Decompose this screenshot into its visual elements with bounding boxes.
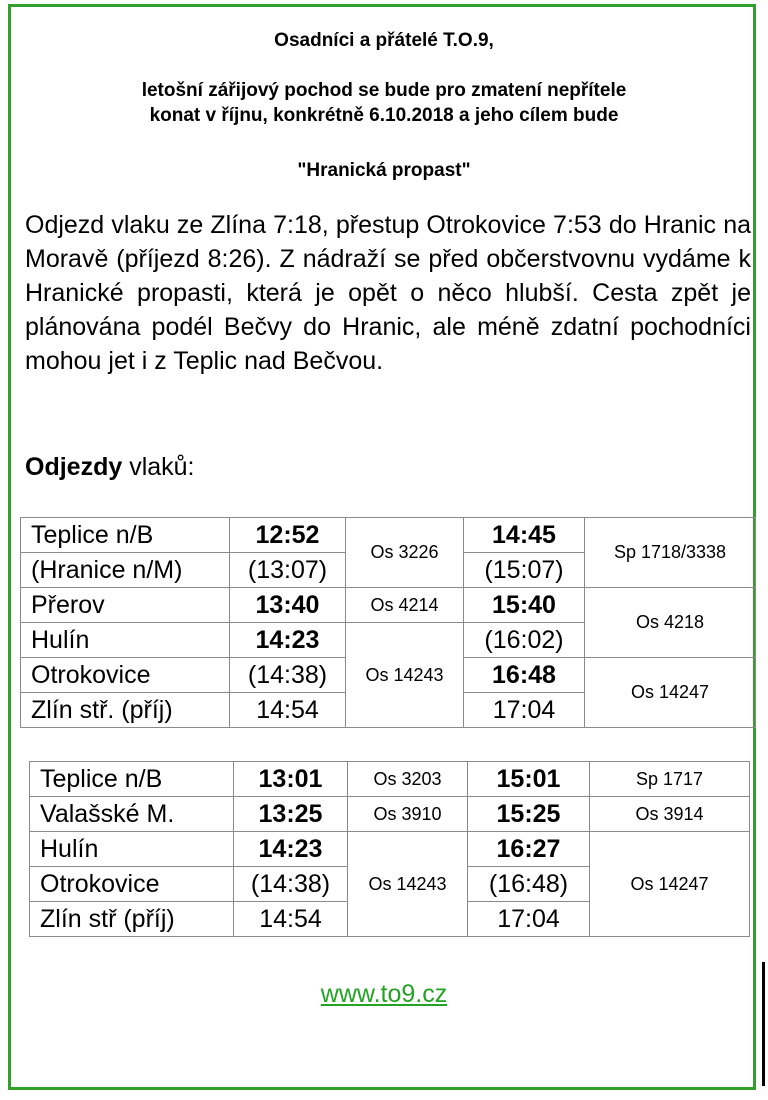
station-cell: (Hranice n/M) (21, 553, 230, 588)
train-cell: Sp 1718/3338 (585, 518, 756, 588)
time-cell: 15:40 (464, 588, 585, 623)
station-cell: Teplice n/B (30, 762, 234, 797)
time-cell: 16:27 (468, 832, 590, 867)
time-cell: 12:52 (230, 518, 346, 553)
station-cell: Hulín (30, 832, 234, 867)
greeting: Osadníci a přátelé T.O.9, (274, 30, 494, 51)
website-footer (10, 980, 758, 1009)
time-cell: 14:23 (230, 623, 346, 658)
departures-heading-bold: Odjezdy (25, 453, 123, 481)
time-cell: 15:25 (468, 797, 590, 832)
departures-heading-rest: vlaků: (122, 453, 195, 481)
station-cell: Zlín stř. (příj) (21, 693, 230, 728)
time-cell: 16:48 (464, 658, 585, 693)
time-cell: (16:48) (468, 867, 590, 902)
time-cell: 13:40 (230, 588, 346, 623)
time-cell: 14:45 (464, 518, 585, 553)
station-cell: Otrokovice (30, 867, 234, 902)
time-cell: 14:23 (234, 832, 348, 867)
time-cell: 17:04 (468, 902, 590, 937)
time-cell: (16:02) (464, 623, 585, 658)
train-cell: Os 14243 (346, 623, 464, 728)
station-cell: Valašské M. (30, 797, 234, 832)
time-cell: 13:01 (234, 762, 348, 797)
destination-title: "Hranická propast" (297, 160, 471, 181)
time-cell: 14:54 (234, 902, 348, 937)
time-cell: (13:07) (230, 553, 346, 588)
train-cell: Os 3914 (590, 797, 750, 832)
website-link[interactable]: www.to9.cz (320, 980, 448, 1008)
time-cell: (14:38) (234, 867, 348, 902)
intro-line-1: letošní zářijový pochod se bude pro zmatení nepřítele (141, 80, 627, 101)
time-cell: 17:04 (464, 693, 585, 728)
intro-text (10, 78, 758, 128)
table-row (30, 797, 750, 832)
station-cell: Otrokovice (21, 658, 230, 693)
train-cell: Os 4214 (346, 588, 464, 623)
timetable-2 (29, 761, 750, 937)
time-cell: (15:07) (464, 553, 585, 588)
table-row (21, 588, 756, 623)
train-cell: Os 3226 (346, 518, 464, 588)
table-row (30, 832, 750, 867)
edge-mark (762, 962, 765, 1086)
time-cell: 15:01 (468, 762, 590, 797)
departures-heading (25, 451, 195, 483)
time-cell: 14:54 (230, 693, 346, 728)
train-cell: Os 14243 (348, 832, 468, 937)
train-cell: Os 14247 (590, 832, 750, 937)
time-cell: 13:25 (234, 797, 348, 832)
station-cell: Zlín stř (příj) (30, 902, 234, 937)
table-row (30, 762, 750, 797)
train-cell: Os 3910 (348, 797, 468, 832)
station-cell: Přerov (21, 588, 230, 623)
timetable-1 (20, 517, 756, 728)
station-cell: Teplice n/B (21, 518, 230, 553)
station-cell: Hulín (21, 623, 230, 658)
trip-description: Odjezd vlaku ze Zlína 7:18, přestup Otrokovice 7:53 do Hranic na Moravě (příjezd 8:26). Z nádraží se před občerstvovnu vydáme k Hranické propasti, která je opět o něco hlubší. Cesta zpět je plánována podél Bečvy do Hranic, ale méně zdatní pochodníci mohou jet i z Teplic nad Bečvou. (25, 211, 751, 375)
train-cell: Sp 1717 (590, 762, 750, 797)
time-cell: (14:38) (230, 658, 346, 693)
table-row (21, 518, 756, 553)
train-cell: Os 4218 (585, 588, 756, 658)
train-cell: Os 14247 (585, 658, 756, 728)
intro-line-2: konat v říjnu, konkrétně 6.10.2018 a jeho cílem bude (149, 105, 619, 126)
train-cell: Os 3203 (348, 762, 468, 797)
